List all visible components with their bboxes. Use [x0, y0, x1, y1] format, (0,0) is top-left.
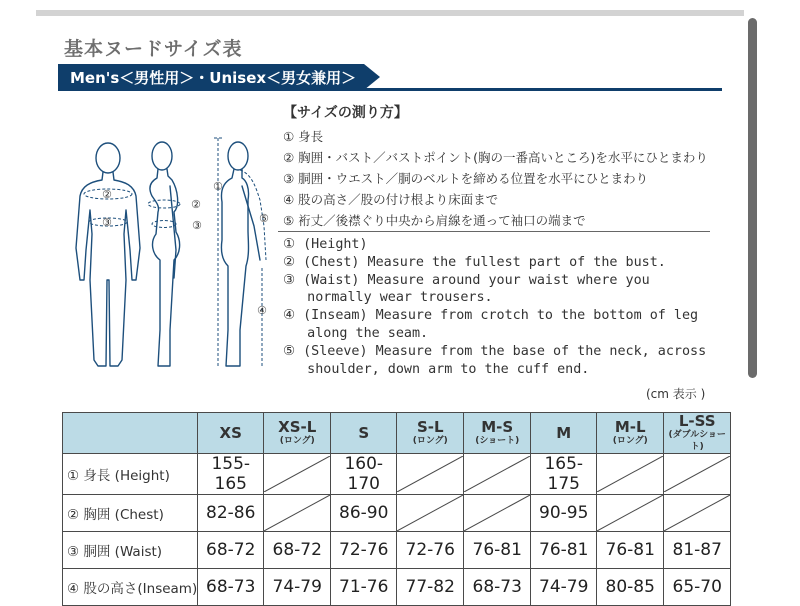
side-body-figure: [150, 142, 180, 366]
table-row-height: [63, 454, 731, 495]
col-header-m-l: M-L (ロング): [597, 413, 664, 454]
jp-measure-steps: [283, 126, 708, 231]
en-line-height: ① (Height): [283, 237, 368, 252]
size-value-cell: 68-73: [464, 569, 531, 606]
marker-chest-front: ②: [102, 188, 112, 201]
marker-waist-front: ③: [102, 216, 112, 229]
table-row-waist: [63, 532, 731, 569]
en-line-inseam: ④ (Inseam) Measure from crotch to the bottom of leg: [283, 308, 699, 324]
empty-cell: [397, 495, 464, 532]
size-value-cell: 90-95: [531, 495, 597, 532]
section-banner: [58, 64, 722, 94]
empty-cell: [664, 495, 731, 532]
empty-cell: [597, 454, 664, 495]
figure-markers: [102, 180, 269, 317]
size-value-cell: 76-81: [597, 532, 664, 569]
empty-cell: [464, 454, 531, 495]
size-value-cell: 80-85: [597, 569, 664, 606]
col-header-l-ss: L-SS (ダブルショート): [664, 413, 731, 454]
col-header-s: S: [331, 413, 397, 454]
size-value-cell: 71-76: [331, 569, 397, 606]
side-male-figure: [221, 142, 260, 366]
page-title: 基本ヌードサイズ表: [64, 38, 243, 60]
row-label-inseam: ④ 股の高さ(Inseam): [63, 569, 198, 606]
col-header-xs-l: XS-L (ロング): [264, 413, 331, 454]
row-label-waist: ③ 胴囲 (Waist): [63, 532, 198, 569]
en-measure-steps: [283, 236, 706, 378]
size-value-cell: 74-79: [531, 569, 597, 606]
row-label-chest: ② 胸囲 (Chest): [63, 495, 198, 532]
jp-step-sleeve: ⑤ 裄丈／後襟ぐり中央から肩線を通って袖口の端まで: [283, 213, 586, 228]
en-line-waist-cont: normally wear trousers.: [283, 290, 493, 306]
size-table: [62, 412, 731, 606]
steps-divider: [278, 231, 710, 232]
col-header-s-l: S-L (ロング): [397, 413, 464, 454]
jp-step-waist: ③ 胴囲・ウエスト／胴のベルトを締める位置を水平にひとまわり: [283, 171, 649, 186]
en-line-chest: ② (Chest) Measure the fullest part of the bust.: [283, 254, 666, 270]
col-header-m-s: M-S (ショート): [464, 413, 531, 454]
banner-underline: [58, 88, 722, 91]
jp-step-height: ① 身長: [283, 129, 324, 144]
size-value-cell: 72-76: [331, 532, 397, 569]
jp-step-chest: ② 胸囲・バスト／バストポイント(胸の一番高いところ)を水平にひとまわり: [283, 150, 708, 165]
col-header-m: M: [531, 413, 597, 454]
front-body-figure: [76, 143, 140, 366]
empty-cell: [264, 454, 331, 495]
en-line-sleeve: ⑤ (Sleeve) Measure from the base of the neck, across: [283, 343, 707, 359]
unit-note: (cm 表示 ): [646, 387, 706, 401]
size-value-cell: 68-73: [198, 569, 264, 606]
method-heading: 【サイズの測り方】: [283, 105, 408, 121]
scrollbar[interactable]: [748, 18, 757, 378]
en-line-sleeve-cont: shoulder, down arm to the cuff end.: [283, 361, 590, 377]
empty-cell: [264, 495, 331, 532]
size-value-cell: 76-81: [464, 532, 531, 569]
marker-height: ①: [213, 180, 223, 193]
size-value-cell: 74-79: [264, 569, 331, 606]
marker-sleeve: ⑤: [259, 212, 269, 225]
en-line-waist: ③ (Waist) Measure around your waist where you: [283, 272, 650, 288]
size-value-cell: 81-87: [664, 532, 731, 569]
top-divider: [36, 10, 744, 16]
marker-chest-side: ②: [191, 198, 201, 211]
jp-step-inseam: ④ 股の高さ／股の付け根より床面まで: [283, 192, 499, 207]
marker-waist-side: ③: [192, 219, 202, 232]
en-line-inseam-cont: along the seam.: [283, 325, 429, 341]
size-value-cell: 68-72: [264, 532, 331, 569]
size-value-cell: 76-81: [531, 532, 597, 569]
table-header-row: [63, 413, 731, 454]
marker-inseam: ④: [257, 304, 267, 317]
empty-cell: [464, 495, 531, 532]
size-value-cell: 65-70: [664, 569, 731, 606]
size-value-cell: 155-165: [198, 454, 264, 495]
size-value-cell: 82-86: [198, 495, 264, 532]
size-value-cell: 160-170: [331, 454, 397, 495]
table-corner-cell: [63, 413, 198, 454]
measurement-figures: [70, 130, 280, 390]
size-value-cell: 86-90: [331, 495, 397, 532]
banner-arrow-tip: [364, 64, 380, 90]
size-value-cell: 68-72: [198, 532, 264, 569]
row-label-height: ① 身長 (Height): [63, 454, 198, 495]
table-row-chest: [63, 495, 731, 532]
size-value-cell: 165-175: [531, 454, 597, 495]
empty-cell: [664, 454, 731, 495]
size-value-cell: 77-82: [397, 569, 464, 606]
col-header-xs: XS: [198, 413, 264, 454]
empty-cell: [597, 495, 664, 532]
banner-text: Men's＜男性用＞・Unisex＜男女兼用＞: [70, 69, 357, 87]
empty-cell: [397, 454, 464, 495]
size-value-cell: 72-76: [397, 532, 464, 569]
